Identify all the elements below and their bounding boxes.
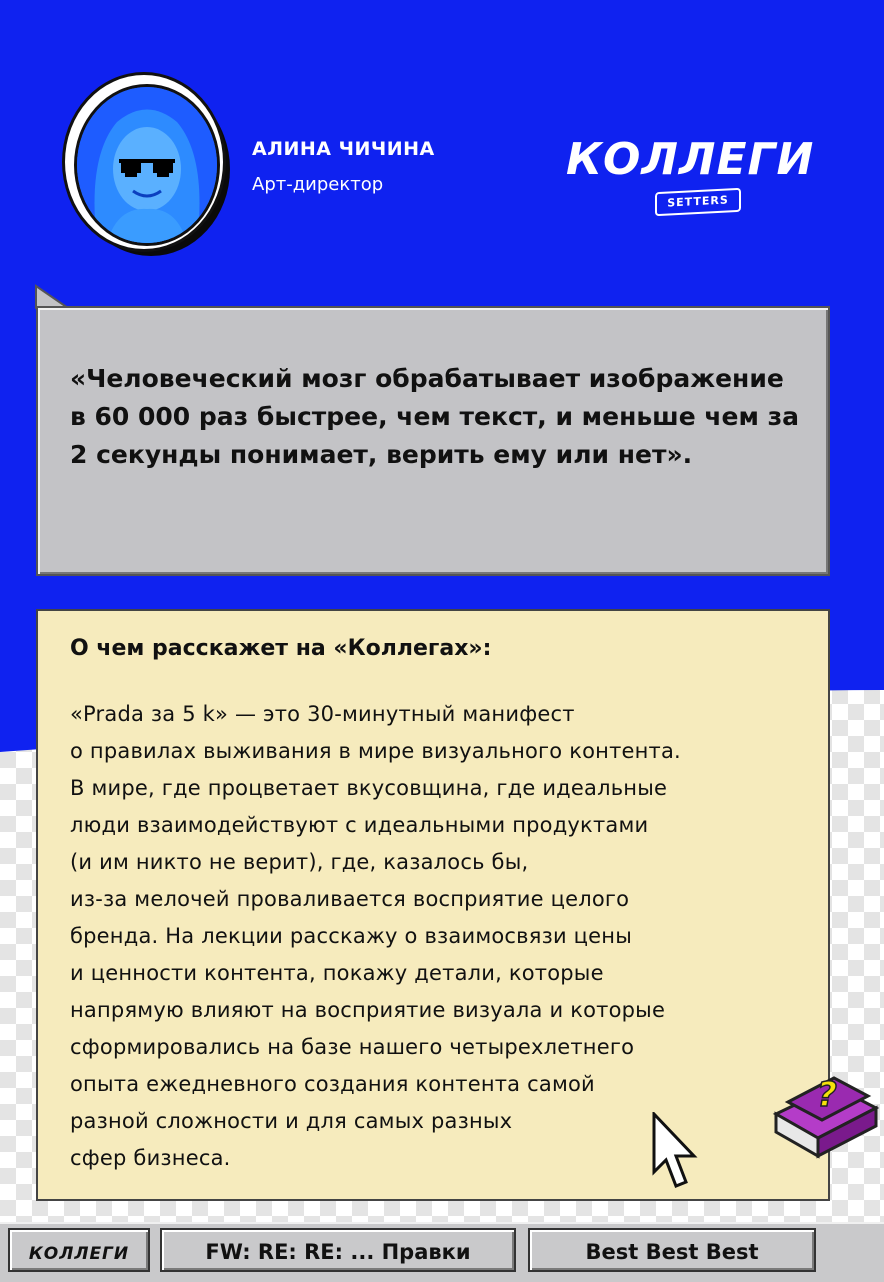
taskbar-task-best[interactable]: Best Best Best <box>528 1228 816 1272</box>
speaker-avatar <box>62 72 230 256</box>
speaker-role: Арт-директор <box>252 174 384 195</box>
taskbar-start-button[interactable] <box>8 1228 150 1272</box>
brand-sub-badge: SETTERS <box>655 188 741 217</box>
brand-logo: КОЛЛЕГИ <box>566 134 815 185</box>
cursor-arrow-icon <box>650 1112 700 1190</box>
info-title: О чем расскажет на «Коллегах»: <box>70 636 492 661</box>
taskbar-start-label: КОЛЛЕГИ <box>28 1244 130 1264</box>
quote-text: «Человеческий мозг обрабатывает изображение в 60 000 раз быстрее, чем текст, и меньше чем за 2 секунды понимает, верить ему или нет». <box>70 364 800 469</box>
taskbar-task-edits[interactable]: FW: RE: RE: ... Правки <box>160 1228 516 1272</box>
book-question-icon[interactable] <box>768 1056 880 1166</box>
info-body: «Prada за 5 k» — это 30-минутный манифест о правилах выживания в мире визуального контента. В мире, где процветает вкусовщина, где идеальные люди взаимодействуют с идеальными продуктами (и им никто не верит), где, казалось бы, из-за мелочей проваливается восприятие целого бренда. На лекции расскажу о взаимосвязи цены и ценности контента, покажу детали, которые напрямую влияют на восприятие визуала и которые сформировались на базе нашего четырехлетнего опыта ежедневного создания контента самой разной сложности и для самых разных сфер бизнеса. <box>70 702 681 1170</box>
speaker-name: АЛИНА ЧИЧИНА <box>252 138 435 160</box>
svg-text:?: ? <box>813 1075 841 1115</box>
